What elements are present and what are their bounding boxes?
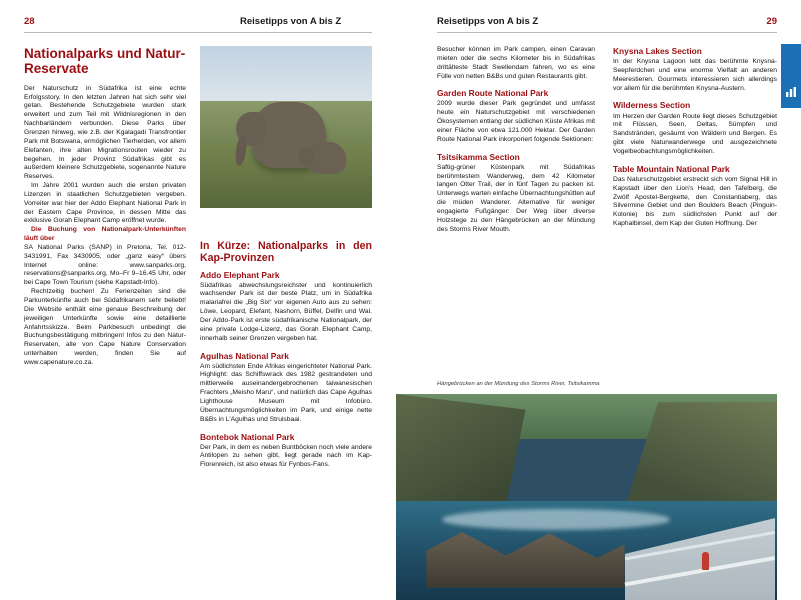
- infobox-nationalparks: [200, 240, 372, 470]
- left-column-main: [24, 46, 186, 368]
- text-table-mountain: Das Naturschutzgebiet erstreckt sich vom Signal Hill in Kapstadt über den Lion's Head, den Tafelberg, die Zwölf Apostel-Bergkette, den Constantiaberg, das Silvermine Gebiet und den Boulders Beach (Pinguin-Kolonie) bis zum südlichsten Punkt auf der Kaphalbinsel, dem Kap der Guten Hoffnung. Der: [613, 175, 777, 228]
- infobox-heading-addo: Addo Elephant Park: [200, 269, 280, 280]
- text-garden-route: 2009 wurde dieser Park gegründet und umfasst heute ein Naturschutzgebiet mit verschiedenen Ökosystemen entlang der südlichen Küste Afrikas mit einer Fläche von etwa 121.000 Hektar. Der Garden Route National Park inkorporiert folgende Sektionen:: [437, 100, 595, 143]
- header-rule-left: [24, 32, 372, 33]
- photo-caption: Hängebrücken an der Mündung des Storms River, Tsitsikamma: [437, 381, 600, 387]
- elephant-calf: [306, 142, 346, 174]
- infobox-text-agulhas: Am südlichsten Ende Afrikas eingerichteter National Park. Highlight: das Schiffswrack des 1982 gestrandeten und mittlerweile auseinandergebrochenen taiwanesischen Frachters „Meisho Maru“, und natürlich das Cape Agulhas Lighthouse Museum mit Infobüro. Übernachtungsmöglichkeiten im Park, und einige nette B&Bs in L'Agulhas und Struisbaai.: [200, 362, 372, 423]
- right-column-two: [613, 46, 777, 229]
- heading-garden-route: Garden Route National Park: [437, 88, 549, 99]
- heading-tsitsikamma: Tsitsikamma Section: [437, 151, 520, 162]
- heading-table-mountain: Table Mountain National Park: [613, 163, 730, 174]
- photo-foam: [442, 509, 671, 530]
- paragraph-intro: Besucher können im Park campen, einen Caravan mieten oder die sechs Kilometer bis in Südafrikas drittälteste Stadt Swellendam fahren, wo es eine Fülle von netten B&Bs und guten Restaurants gibt.: [437, 46, 595, 80]
- paragraph: Im Jahre 2001 wurden auch die ersten privaten Lizenzen in staatlichen Schutzgebieten vergeben. Vorreiter war hier der Addo Elephant National Park in der Eastern Cape Province, in dessen Mitte das exklusive Gorah Elephant Camp eröffnet wurde.: [24, 182, 186, 225]
- header-rule-right: [437, 32, 777, 33]
- paragraph-booking-lead: Die Buchung von Nationalpark-Unterkünften läuft über: [24, 226, 186, 243]
- page-title: Nationalparks und Natur-Reservate: [24, 46, 186, 77]
- right-column-one: [437, 46, 595, 235]
- infobox-text-bontebok: Der Park, in dem es neben Buntböcken noch viele andere Antilopen zu sehen gibt, liegt gerade nach im Kap-Florenreich, ist also etwas für Fynbos-Fans.: [200, 443, 372, 469]
- paragraph: Der Naturschutz in Südafrika ist eine echte Erfolgsstory. In den letzten Jahren hat sich sehr viel getan. Bestehende Schutzgebiete wurden stark erweitert und zum Teil mit Wildnisregionen in den Nachbarländern verbunden. Diese Parks über Grenzen hinweg, wie z.B. der Kgalagadi Transfrontier Park mit Botswana, ermöglichen Tierherden, vor allem Elefanten, ihre alten Migrationsrouten wieder zu begehen. In jeder Provinz Südafrikas gibt es außerdem kleinere Schutzgebiete, sogenannte Nature Reserves.: [24, 84, 186, 181]
- photo-storms-river-bridge: [396, 394, 777, 600]
- paragraph: Rechtzeitig buchen! Zu Ferienzeiten sind die Parkunterkünfte auch bei Südafrikanern sehr beliebt! Die Website enthält eine genaue Beschreibung der jeweiligen Unterkünfte sowie eine detaillierte Anfahrtsskizze. Beim Parkbesuch unbedingt die Buchungsbestätigung mitbringen! Infos zu den Natur-Reservaten, alle von Cape Nature Conservation unterhalten werden, finden Sie auf www.capenature.co.za.: [24, 288, 186, 366]
- heading-knysna: Knysna Lakes Section: [613, 46, 702, 56]
- infobox-heading-agulhas: Agulhas National Park: [200, 350, 289, 361]
- photo-hiker: [702, 552, 709, 570]
- photo-addo-elephants: [200, 46, 372, 208]
- text-tsitsikamma: Saftig-grüner Küstenpark mit Südafrikas berühmtestem Wanderweg, dem 42 Kilometer langen Otter Trail, der in fünf Tagen zu packen ist. Unterwegs warten einfache Übernachtungshütten auf die müden Wanderer. Alternative für weniger engagierte Fußgänger: Der Weg über diverse Holzstege zu den Hängebrücken an der Mündung des Storms River Mouth.: [437, 163, 595, 233]
- infobox-title: In Kürze: Nationalparks in den Kap-Provinzen: [200, 240, 372, 265]
- running-title-right: Reisetipps von A bis Z: [437, 16, 539, 27]
- text-wilderness: Im Herzen der Garden Route liegt dieses Schutzgebiet mit Flüssen, Seen, Deltas, Sümpfen und Sandstränden, gesäumt von Wäldern und Bergen. Es gibt viele Naturwanderwege und ausgezeichnete Vogelbeobachtungsmöglichkeiten.: [613, 112, 777, 155]
- paragraph: SA National Parks (SANP) in Pretoria, Tel. 012-3431991, Fax 3430905, oder „ganz easy“ übers Internet online: www.sanparks.org, reservations@sanparks.org, Mo–Fr 9–16.45 Uhr, oder bei Cape Town Tourism (siehe Kapstadt-Info).: [24, 243, 186, 287]
- heading-wilderness: Wilderness Section: [613, 100, 691, 111]
- infobox-text-addo: Südafrikas abwechslungsreichster und kontinuierlich wachsender Park ist der beste Platz, um in Südafrika malariafrei die „Big Six“ vor eigenen Auto aus zu sehen: Löwe, Leopard, Elefant, Nashorn, Büffel, Delfin und Wal. Der Addo-Park ist erste südafrikanische Nationalpark, der eine private Lodge-Lizenz, das Gorah Elephant Camp, innerhalb seiner Grenzen vergeben hat.: [200, 281, 372, 342]
- chart-bars-icon: [785, 86, 797, 98]
- running-title-left: Reisetipps von A bis Z: [240, 16, 342, 27]
- infobox-heading-bontebok: Bontebok National Park: [200, 431, 295, 442]
- running-head: [0, 0, 801, 36]
- text-knysna: In der Knysna Lagoon lebt das berühmte Knysna-Seepferdchen und eine enorme Vielfalt an anderen Meerestieren. Gourmets interessieren sich allerdings vor allem für die berühmten Knysna-Austern.: [613, 58, 777, 92]
- folio-right: 29: [766, 16, 777, 27]
- chapter-tab: [781, 44, 801, 108]
- folio-left: 28: [24, 16, 35, 27]
